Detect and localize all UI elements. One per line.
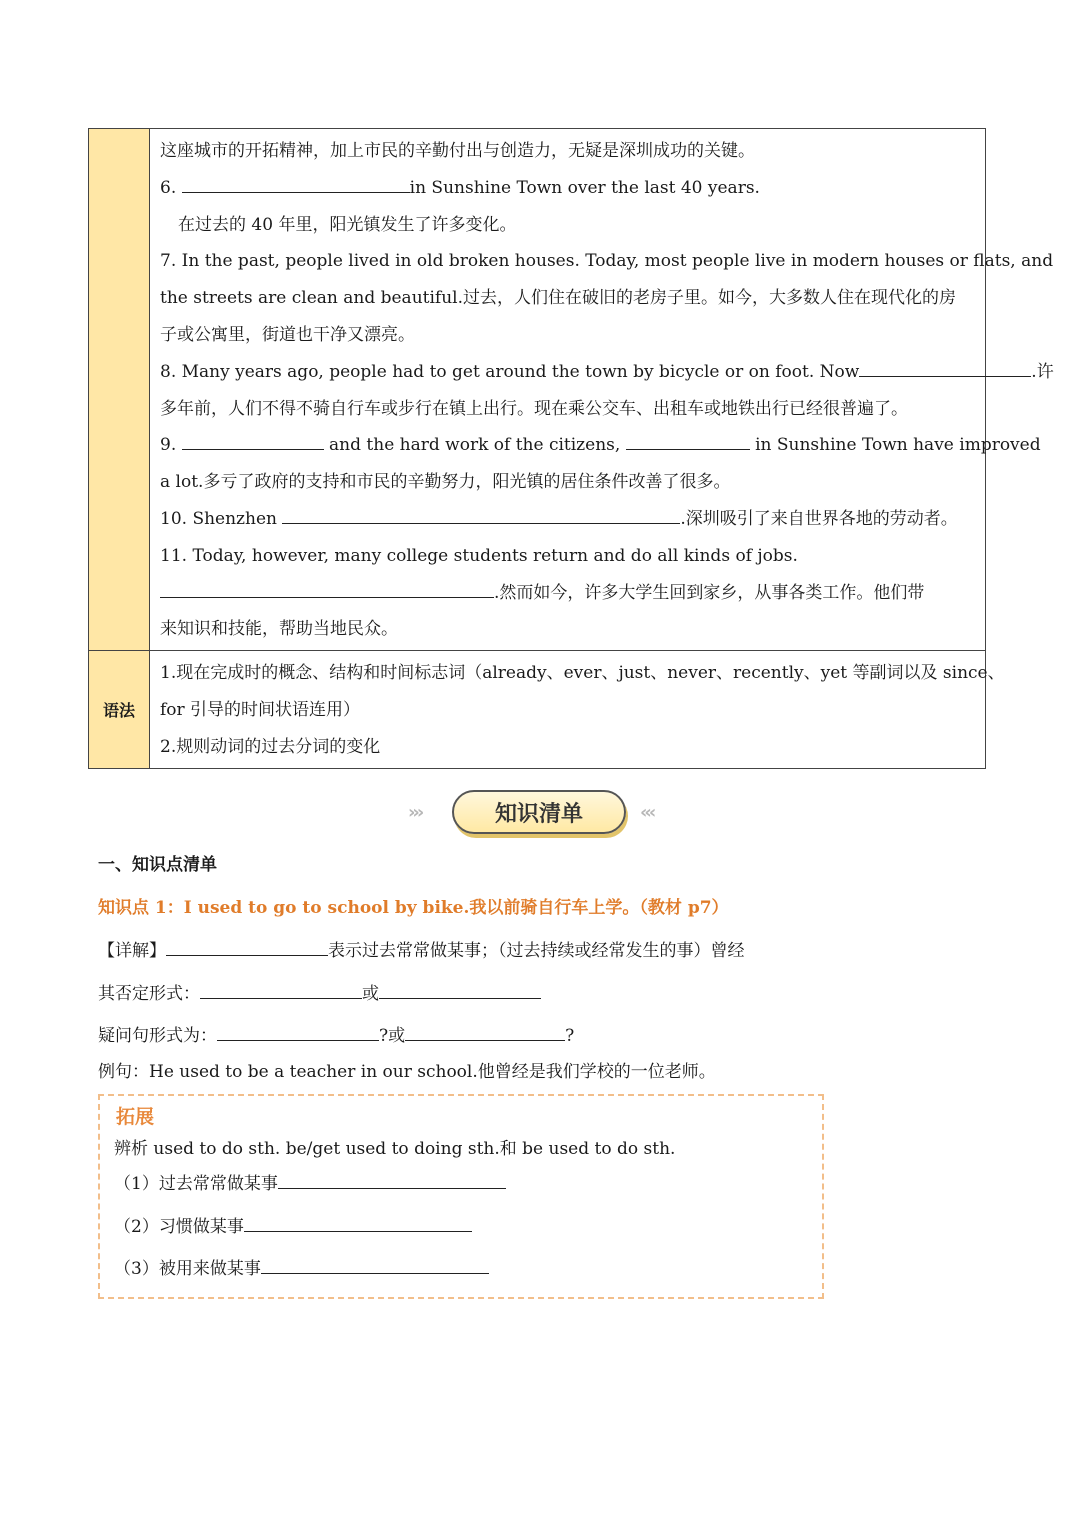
sentence-6-text: in Sunshine Town over the last 40 years.	[409, 177, 760, 198]
sentence-8-suffix: .许	[1031, 361, 1054, 382]
sentence-10-text: 10. Shenzhen	[160, 508, 277, 529]
grammar-row	[89, 650, 1005, 767]
extension-item-3	[114, 1254, 489, 1279]
sentence-10	[160, 501, 1054, 538]
blank-9b[interactable]	[626, 432, 750, 450]
negative-form-or: 或	[362, 984, 379, 1004]
question-form-line	[98, 1021, 574, 1046]
question-form-label: 疑问句形式为：	[98, 1026, 217, 1046]
blank-detail[interactable]	[166, 938, 328, 956]
sentence-9-middle: and the hard work of the citizens,	[329, 435, 621, 456]
sentence-6-cn: 在过去的 40 年里，阳光镇发生了许多变化。	[178, 214, 517, 235]
sentence-8-text: 8. Many years ago, people had to get around the town by bicycle or on foot. Now	[160, 361, 860, 382]
example-sentence: 例句：He used to be a teacher in our school.他曾经是我们学校的一位老师。	[98, 1062, 716, 1082]
blank-10[interactable]	[282, 506, 680, 524]
section-banner	[408, 790, 672, 840]
grammar-label: 语法	[89, 651, 150, 767]
sentence-5-cn: 这座城市的开拓精神，加上市民的辛勤付出与创造力，无疑是深圳成功的关键。	[160, 141, 755, 161]
blank-8[interactable]	[859, 359, 1031, 377]
banner-title: 知识清单	[452, 790, 626, 834]
extension-intro: 辨析 used to do sth. be/get used to doing sth.和 be used to do sth.	[114, 1139, 676, 1159]
grammar-line-1: 1.现在完成时的概念、结构和时间标志词（already、ever、just、never、recently、yet 等副词以及 since、	[160, 663, 1005, 684]
blank-ext-3[interactable]	[261, 1256, 489, 1274]
blank-question-2[interactable]	[405, 1023, 565, 1041]
detail-line	[98, 936, 745, 961]
blank-6[interactable]	[182, 175, 410, 193]
extension-item-3-text: （3）被用来做某事	[114, 1259, 261, 1279]
sentence-7-line-2: the streets are clean and beautiful.过去，人们住在破旧的老房子里。如今，大多数人住在现代化的房	[160, 288, 956, 309]
extension-item-1	[114, 1169, 506, 1194]
blank-11[interactable]	[160, 580, 494, 598]
chevron-right-icon: ›››	[408, 802, 422, 823]
question-form-or: ?或	[379, 1026, 406, 1046]
extension-box	[98, 1094, 824, 1299]
sentence-6	[160, 170, 1054, 207]
vocab-row	[89, 129, 1054, 650]
vocab-row-content	[150, 129, 1064, 650]
sentence-7-line-3: 子或公寓里，街道也干净又漂亮。	[160, 324, 415, 345]
sentence-11-line-2	[160, 575, 1054, 612]
sentence-8	[160, 354, 1054, 391]
detail-text: 表示过去常常做某事；（过去持续或经常发生的事）曾经	[328, 941, 745, 961]
blank-negative-2[interactable]	[379, 981, 541, 999]
sentence-8-cn: 多年前，人们不得不骑自行车或步行在镇上出行。现在乘公交车、出租车或地铁出行已经很普遍了。	[160, 398, 908, 419]
vocab-row-label-cell	[89, 129, 150, 650]
extension-item-1-text: （1）过去常常做某事	[114, 1174, 278, 1194]
sentence-6-number: 6.	[160, 177, 177, 198]
blank-ext-1[interactable]	[278, 1171, 506, 1189]
blank-negative-1[interactable]	[200, 981, 362, 999]
chevron-left-icon: ‹‹‹	[640, 802, 654, 823]
sentence-11-line-1: 11. Today, however, many college students return and do all kinds of jobs.	[160, 545, 798, 566]
negative-form-label: 其否定形式：	[98, 984, 200, 1004]
sentence-9-number: 9.	[160, 435, 177, 456]
blank-9a[interactable]	[182, 432, 324, 450]
extension-item-2-text: （2）习惯做某事	[114, 1217, 244, 1237]
sentence-9-text: in Sunshine Town have improved	[755, 435, 1041, 456]
knowledge-point-1: 知识点 1：I used to go to school by bike.我以前骑自行车上学。（教材 p7）	[98, 898, 729, 918]
section-title: 一、知识点清单	[98, 855, 217, 875]
detail-label: 【详解】	[98, 941, 166, 961]
sentence-10-cn: .深圳吸引了来自世界各地的劳动者。	[680, 508, 958, 529]
grammar-content	[150, 651, 1015, 767]
sentence-7-line-1: 7. In the past, people lived in old broken houses. Today, most people live in modern houses or flats, and	[160, 251, 1054, 272]
blank-ext-2[interactable]	[244, 1214, 472, 1232]
grammar-line-3: 2.规则动词的过去分词的变化	[160, 736, 381, 757]
sentence-11-line-3: 来知识和技能，帮助当地民众。	[160, 619, 398, 640]
extension-item-2	[114, 1212, 472, 1237]
sentence-9-cn: a lot.多亏了政府的支持和市民的辛勤努力，阳光镇的居住条件改善了很多。	[160, 472, 731, 493]
grammar-line-2: for 引导的时间状语连用）	[160, 699, 361, 720]
blank-question-1[interactable]	[217, 1023, 379, 1041]
extension-title: 拓展	[116, 1106, 155, 1128]
question-form-end: ?	[565, 1026, 575, 1046]
negative-form-line	[98, 979, 541, 1004]
vocab-table	[88, 128, 1054, 769]
sentence-9	[160, 427, 1054, 464]
sentence-11-cn: .然而如今，许多大学生回到家乡，从事各类工作。他们带	[494, 582, 925, 603]
